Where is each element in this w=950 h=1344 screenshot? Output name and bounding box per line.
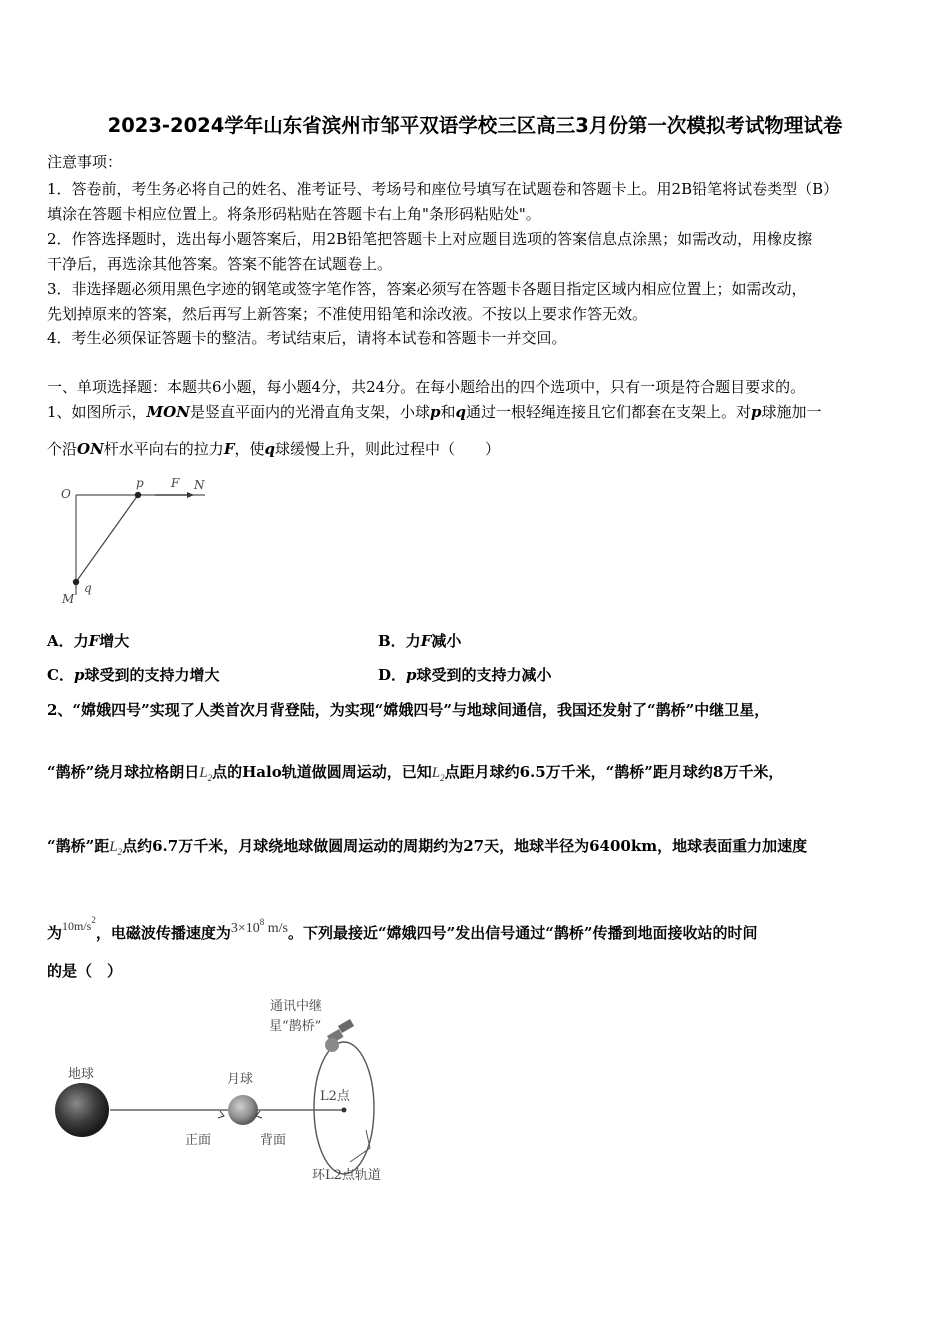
ball-q — [73, 579, 79, 585]
front-arrow-icon — [218, 1111, 224, 1118]
q2-figure — [50, 990, 410, 1190]
q1-stem-line2: 个沿ON杆水平向右的拉力F，使q球缓慢上升，则此过程中（ ） — [47, 440, 500, 458]
label-m: M — [62, 592, 75, 606]
moon-icon — [228, 1095, 258, 1125]
label-orbit: 环L2点轨道 — [312, 1168, 381, 1183]
ball-p — [135, 492, 141, 498]
earth-icon — [55, 1083, 109, 1137]
label-earth: 地球 — [68, 1067, 95, 1082]
notice-line: 3．非选择题必须用黑色字迹的钢笔或签字笔作答，答案必须写在答题卡各题目指定区域内相应位置上；如需改动， — [47, 280, 807, 298]
satellite-icon — [325, 1019, 354, 1052]
notice-line: 4．考生必须保证答题卡的整洁。考试结束后，请将本试卷和答题卡一并交回。 — [47, 329, 567, 347]
l2-point-dot — [342, 1108, 347, 1113]
label-relay2: 星“鹊桥” — [269, 1019, 322, 1034]
notice-line: 填涂在答题卡相应位置上。将条形码粘贴在答题卡右上角"条形码粘贴处"。 — [47, 205, 541, 223]
q1-option-a[interactable]: A．力F增大 — [47, 632, 130, 650]
q2-stem-line2: “鹊桥”绕月球拉格朗日$L_2$点的Halo轨道做圆周运动，已知$L_2$点距月球约6.5万千米，“鹊桥”距月球约8万千米， — [47, 763, 784, 783]
q2-stem-line5: 的是（ ） — [47, 962, 123, 980]
label-o: O — [61, 487, 71, 501]
q1-option-d[interactable]: D．p球受到的支持力减小 — [378, 666, 552, 684]
label-q: q — [84, 581, 92, 595]
label-front: 正面 — [185, 1133, 212, 1148]
q2-stem-line3: “鹊桥”距$L_2$点约6.7万千米，月球绕地球做圆周运动的周期约为27天，地球半径为6400km，地球表面重力加速度 — [47, 837, 808, 857]
label-n: N — [194, 478, 205, 492]
q2-stem-line1: 2、“嫦娥四号”实现了人类首次月背登陆，为实现“嫦娥四号”与地球间通信，我国还发射了“鹊桥”中继卫星， — [47, 701, 770, 719]
label-f: F — [171, 476, 180, 490]
orbit-pointer — [350, 1130, 370, 1162]
label-p: p — [136, 476, 144, 490]
q1-stem-line1: 1、如图所示，MON是竖直平面内的光滑直角支架，小球p和q通过一根轻绳连接且它们都套在支架上。对p球施加一 — [47, 403, 822, 421]
page-title: 2023-2024学年山东省滨州市邹平双语学校三区高三3月份第一次模拟考试物理试卷 — [107, 114, 843, 137]
section-heading: 一、单项选择题：本题共6小题，每小题4分，共24分。在每小题给出的四个选项中，只有一项是符合题目要求的。 — [47, 378, 806, 396]
notice-line: 先划掉原来的答案，然后再写上新答案；不准使用铅笔和涂改液。不按以上要求作答无效。 — [47, 305, 648, 323]
notice-heading: 注意事项： — [47, 153, 123, 171]
arrow-head-icon — [187, 492, 194, 498]
q1-option-b[interactable]: B．力F减小 — [378, 632, 462, 650]
rope — [76, 495, 138, 582]
q1-option-c[interactable]: C．p球受到的支持力增大 — [47, 666, 220, 684]
notice-line: 干净后，再选涂其他答案。答案不能答在试题卷上。 — [47, 255, 393, 273]
label-relay: 通讯中继 — [270, 999, 323, 1014]
label-moon: 月球 — [227, 1072, 254, 1087]
q2-stem-line4: 为$^{10m/s^2}$，电磁波传播速度为$3\times 10^8$ m/s。下列最接近“嫦娥四号”发出信号通过“鹊桥”传播到地面接收站的时间 — [47, 915, 758, 942]
notice-line: 2．作答选择题时，选出每小题答案后，用2B铅笔把答题卡上对应题目选项的答案信息点涂黑；如需改动，用橡皮擦 — [47, 230, 813, 248]
label-back: 背面 — [260, 1133, 287, 1148]
label-l2: L2点 — [320, 1089, 350, 1104]
q1-figure — [55, 470, 215, 610]
notice-line: 1．答卷前，考生务必将自己的姓名、准考证号、考场号和座位号填写在试题卷和答题卡上。用2B铅笔将试卷类型（B） — [47, 180, 839, 198]
